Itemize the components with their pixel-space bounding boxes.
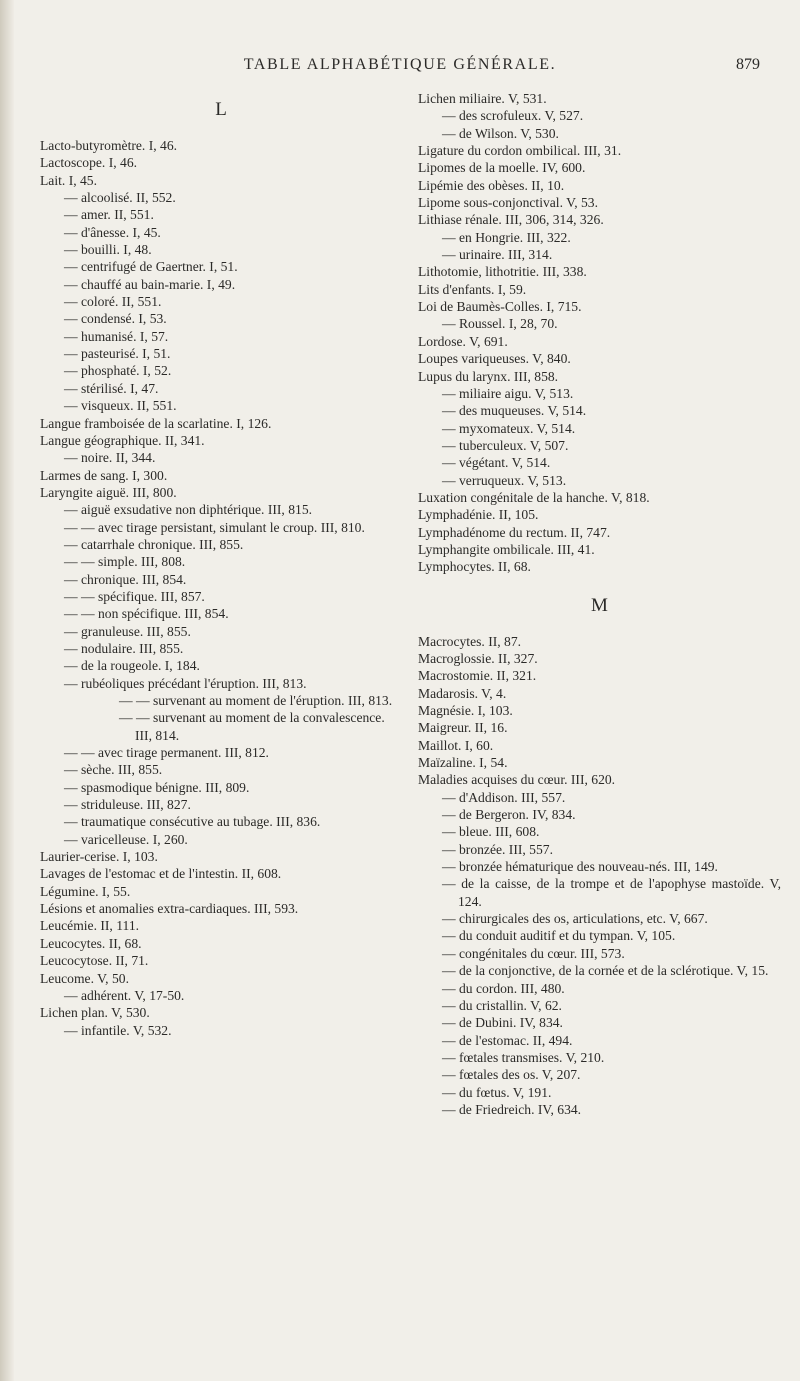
index-subentry: — du fœtus. V, 191. — [442, 1084, 552, 1100]
index-subentry: — striduleuse. III, 827. — [64, 797, 191, 813]
index-subentry: — du cristallin. V, 62. — [442, 997, 562, 1013]
index-subentry: — congénitales du cœur. III, 573. — [442, 945, 625, 961]
index-entry: Lits d'enfants. I, 59. — [418, 281, 527, 297]
index-entry: Lichen miliaire. V, 531. — [418, 91, 547, 106]
index-entry: Lacto-butyromètre. I, 46. — [40, 138, 178, 153]
index-entry: Maillot. I, 60. — [418, 737, 494, 753]
index-subentry: — — avec tirage persistant, simulant le croup. III, 810. — [64, 519, 365, 535]
index-subentry: — aiguë exsudative non diphtérique. III, 815. — [64, 502, 313, 518]
index-subentry: — de Bergeron. IV, 834. — [442, 807, 576, 823]
index-subentry: — du conduit auditif et du tympan. V, 105. — [442, 928, 676, 944]
index-subentry: — condensé. I, 53. — [64, 311, 167, 327]
index-subentry: — granuleuse. III, 855. — [64, 623, 191, 639]
index-entry: Lordose. V, 691. — [418, 333, 508, 349]
index-entry: Langue framboisée de la scarlatine. I, 126. — [40, 415, 272, 431]
page-number: 879 — [736, 56, 760, 73]
index-subentry: — de l'estomac. II, 494. — [442, 1032, 573, 1048]
index-entry: Macrocytes. II, 87. — [418, 633, 522, 649]
index-entry: Lipémie des obèses. II, 10. — [418, 177, 565, 193]
index-entry: Loupes variqueuses. V, 840. — [418, 351, 571, 367]
index-entry: Macroglossie. II, 327. — [418, 650, 538, 666]
index-subentry: — centrifugé de Gaertner. I, 51. — [64, 259, 238, 275]
index-entry: Magnésie. I, 103. — [418, 703, 513, 718]
index-subentry: — amer. II, 551. — [64, 207, 154, 223]
index-subentry: — traumatique consécutive au tubage. III, 836. — [64, 814, 321, 830]
index-entry: Laryngite aiguë. III, 800. — [40, 484, 177, 500]
index-entry: Langue géographique. II, 341. — [40, 432, 205, 448]
index-subentry: — sèche. III, 855. — [64, 762, 163, 778]
left-column — [40, 90, 402, 1039]
index-subentry: — Roussel. I, 28, 70. — [442, 316, 558, 332]
index-subentry: — varicelleuse. I, 260. — [64, 831, 188, 847]
index-subentry: — coloré. II, 551. — [64, 294, 162, 310]
index-subentry: — urinaire. III, 314. — [442, 247, 553, 263]
index-subentry: — — survenant au moment de la convalescence. III, 814. — [119, 710, 385, 743]
index-subentry: — — spécifique. III, 857. — [64, 588, 205, 604]
index-subentry: — — avec tirage permanent. III, 812. — [64, 745, 269, 761]
index-entry: Lichen plan. V, 530. — [40, 1005, 150, 1021]
index-entry: Loi de Baumès-Colles. I, 715. — [418, 299, 582, 315]
index-subentry: — — simple. III, 808. — [64, 554, 186, 570]
index-entry: Maladies acquises du cœur. III, 620. — [418, 772, 616, 788]
index-entry: Lait. I, 45. — [40, 172, 98, 188]
index-entry: Lavages de l'estomac et de l'intestin. II, 608. — [40, 866, 282, 882]
index-entry: Lithotomie, lithotritie. III, 338. — [418, 264, 587, 280]
running-head — [40, 56, 760, 76]
index-subentry: — chauffé au bain-marie. I, 49. — [64, 276, 236, 292]
index-subentry: — du cordon. III, 480. — [442, 980, 565, 996]
index-subentry: — de la rougeole. I, 184. — [64, 658, 200, 674]
right-column — [418, 90, 781, 1118]
index-subentry: — noire. II, 344. — [64, 450, 156, 466]
index-subentry: — des scrofuleux. V, 527. — [442, 108, 584, 124]
index-subentry: — pasteurisé. I, 51. — [64, 346, 171, 362]
index-subentry: — bronzée. III, 557. — [442, 841, 553, 857]
section-letter-m: M — [591, 594, 608, 616]
index-subentry: — chronique. III, 854. — [64, 571, 187, 587]
index-entry: Maïzaline. I, 54. — [418, 755, 508, 771]
index-subentry: — — survenant au moment de l'éruption. III, 813. — [119, 693, 393, 708]
index-subentry: — stérilisé. I, 47. — [64, 380, 159, 396]
index-entry: Lipomes de la moelle. IV, 600. — [418, 160, 586, 176]
index-subentry: — spasmodique bénigne. III, 809. — [64, 779, 250, 795]
index-subentry: — infantile. V, 532. — [64, 1022, 172, 1038]
index-entry: Leucémie. II, 111. — [40, 918, 140, 934]
index-entry: Lupus du larynx. III, 858. — [418, 368, 559, 384]
index-entry: Macrostomie. II, 321. — [418, 668, 537, 684]
index-subentry: — visqueux. II, 551. — [64, 398, 177, 414]
index-subentry: — de Friedreich. IV, 634. — [442, 1101, 582, 1117]
index-entry: Leucocytose. II, 71. — [40, 953, 149, 969]
index-entry: Lipome sous-conjonctival. V, 53. — [418, 195, 598, 211]
index-subentry: — — non spécifique. III, 854. — [64, 606, 229, 622]
index-subentry: — fœtales des os. V, 207. — [442, 1067, 581, 1083]
index-subentry: — végétant. V, 514. — [442, 455, 551, 471]
index-subentry: — d'Addison. III, 557. — [442, 789, 566, 805]
index-entry: Lésions et anomalies extra-cardiaques. III, 593. — [40, 901, 299, 917]
index-subentry: — catarrhale chronique. III, 855. — [64, 536, 244, 552]
index-subentry: — adhérent. V, 17-50. — [64, 987, 185, 1003]
index-subentry: — de Dubini. IV, 834. — [442, 1015, 563, 1031]
index-entry: Maigreur. II, 16. — [418, 720, 508, 736]
index-entry: Laurier-cerise. I, 103. — [40, 849, 158, 865]
index-subentry: — bronzée hématurique des nouveau-nés. III, 149. — [442, 859, 718, 875]
index-subentry: — miliaire aigu. V, 513. — [442, 385, 574, 401]
section-letter-l: L — [215, 99, 227, 120]
index-entry: Lactoscope. I, 46. — [40, 155, 138, 171]
index-entry: Leucocytes. II, 68. — [40, 935, 142, 951]
index-entry: Lymphadénome du rectum. II, 747. — [418, 524, 611, 540]
index-entry: Lithiase rénale. III, 306, 314, 326. — [418, 212, 604, 228]
index-subentry: — myxomateux. V, 514. — [442, 420, 576, 436]
index-subentry: — nodulaire. III, 855. — [64, 640, 184, 656]
index-subentry: — chirurgicales des os, articulations, etc. V, 667. — [442, 911, 708, 927]
index-entry: Lymphocytes. II, 68. — [418, 559, 531, 575]
index-entry: Larmes de sang. I, 300. — [40, 467, 168, 483]
page-edge-shadow — [0, 0, 14, 1381]
index-entry: Lymphadénie. II, 105. — [418, 507, 539, 523]
index-subentry: — rubéoliques précédant l'éruption. III, 813. — [64, 675, 307, 691]
index-entry: Ligature du cordon ombilical. III, 31. — [418, 143, 622, 159]
index-subentry: — fœtales transmises. V, 210. — [442, 1049, 605, 1065]
index-entry: Luxation congénitale de la hanche. V, 818. — [418, 489, 650, 505]
index-subentry: — humanisé. I, 57. — [64, 328, 169, 344]
index-subentry: — des muqueuses. V, 514. — [442, 403, 587, 419]
index-subentry: — phosphaté. I, 52. — [64, 363, 172, 379]
index-subentry: — bleue. III, 608. — [442, 824, 540, 840]
index-entry: Lymphangite ombilicale. III, 41. — [418, 541, 595, 557]
index-subentry: — de la conjonctive, de la cornée et de la sclérotique. V, 15. — [442, 963, 769, 979]
index-entry: Légumine. I, 55. — [40, 883, 131, 899]
index-subentry: — verruqueux. V, 513. — [442, 472, 567, 488]
running-title: TABLE ALPHABÉTIQUE GÉNÉRALE. — [243, 56, 557, 73]
index-subentry: — d'ânesse. I, 45. — [64, 224, 161, 240]
index-subentry: — en Hongrie. III, 322. — [442, 229, 571, 245]
index-subentry: — bouilli. I, 48. — [64, 242, 152, 258]
index-entry: Madarosis. V, 4. — [418, 685, 507, 701]
index-subentry: — alcoolisé. II, 552. — [64, 190, 176, 206]
index-entry: Leucome. V, 50. — [40, 970, 129, 986]
index-subentry: — tuberculeux. V, 507. — [442, 437, 569, 453]
index-subentry: — de la caisse, de la trompe et de l'apophyse mastoïde. V, 124. — [442, 876, 781, 909]
index-subentry: — de Wilson. V, 530. — [442, 125, 559, 141]
